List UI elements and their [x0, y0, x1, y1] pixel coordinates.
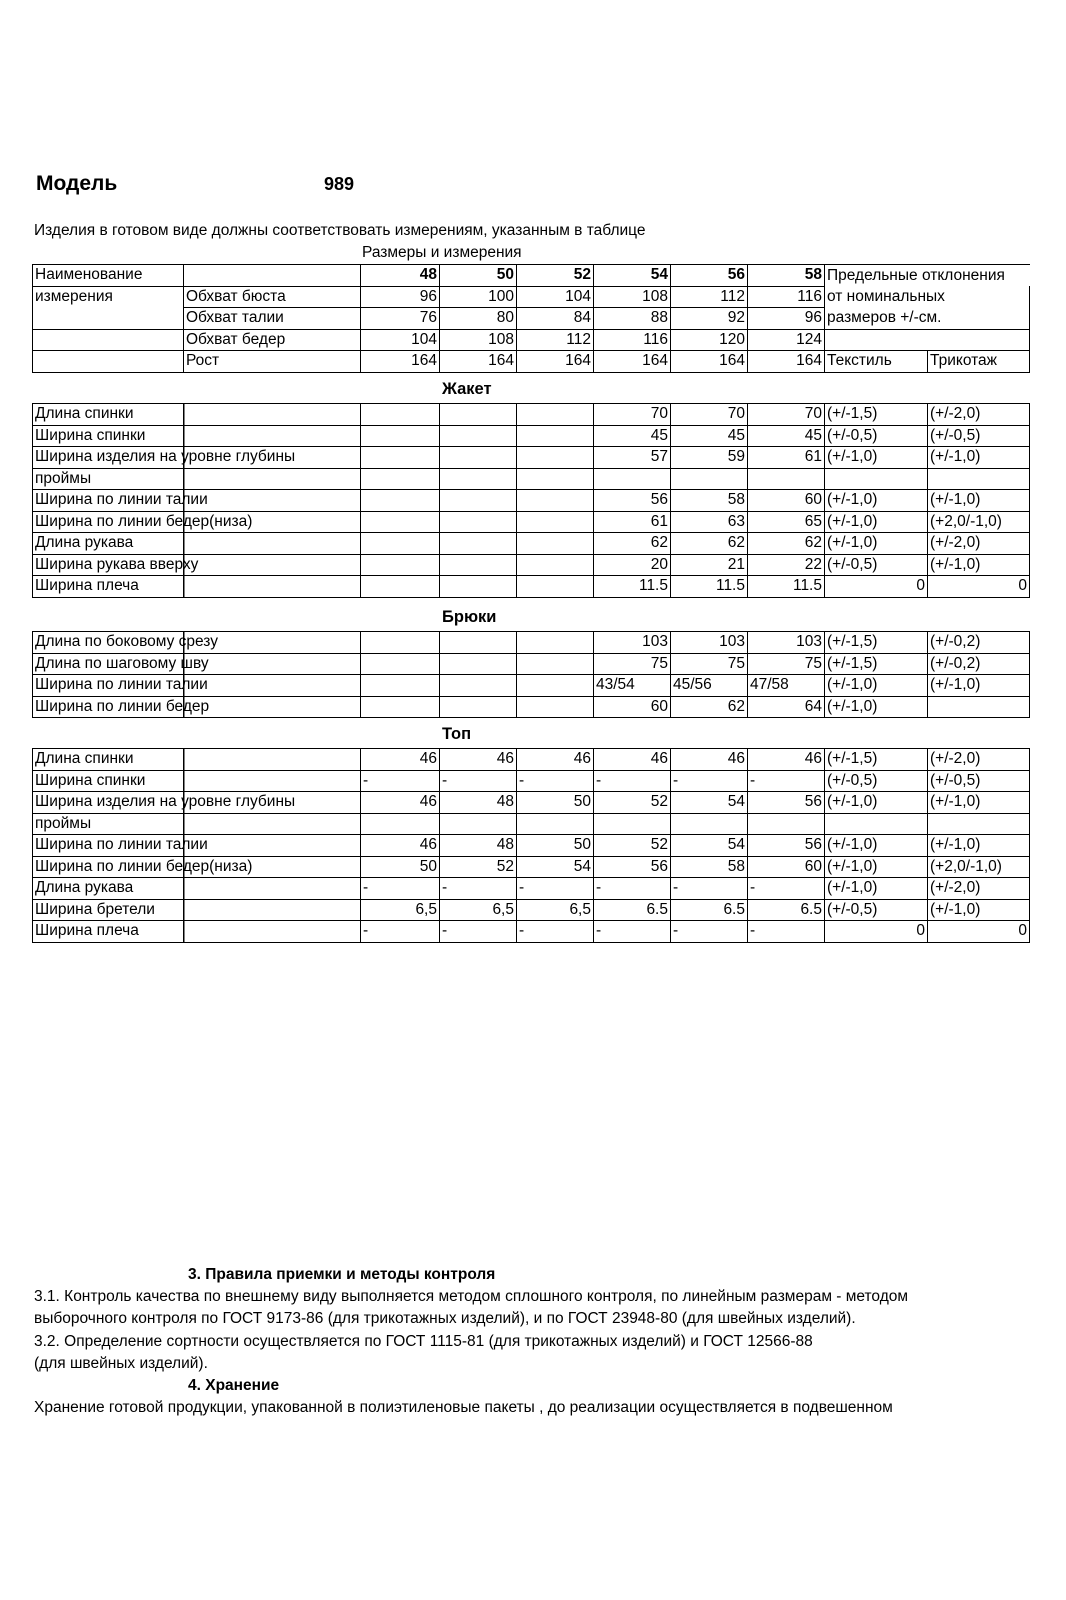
size-value-cell: 103 [594, 632, 671, 654]
size-value-cell [361, 404, 440, 426]
cell: 164 [361, 351, 440, 373]
size-value-cell: - [594, 921, 671, 943]
size-value-cell: 11.5 [671, 576, 748, 598]
size-value-cell: - [517, 921, 594, 943]
empty-cell [33, 308, 184, 330]
paragraph-3-2-line1: 3.2. Определение сортности осуществляется по ГОСТ 1115-81 (для трикотажных изделий) и ГОСТ 12566-88 [34, 1333, 813, 1350]
size-value-cell: 48 [440, 792, 517, 814]
size-value-cell: 52 [594, 835, 671, 857]
table-row [33, 878, 1030, 900]
size-value-cell: 58 [671, 490, 748, 512]
size-value-cell: 50 [517, 792, 594, 814]
deviation-header-cont: от номинальных [825, 286, 1030, 308]
size-value-cell: 45/56 [671, 675, 748, 697]
size-value-cell: 48 [440, 835, 517, 857]
size-value-cell: 46 [361, 835, 440, 857]
size-value-cell [440, 653, 517, 675]
size-value-cell: 56 [748, 792, 825, 814]
cell: 164 [440, 351, 517, 373]
textile-deviation: (+/-1,0) [825, 835, 928, 857]
textile-deviation: (+/-1,0) [825, 511, 928, 533]
knit-deviation: (+/-0,2) [928, 632, 1030, 654]
table-row [33, 511, 1030, 533]
paragraph-3-2-line2: (для швейных изделий). [34, 1355, 208, 1372]
measure-name: Длина спинки [33, 749, 361, 771]
textile-deviation: (+/-1,0) [825, 856, 928, 878]
size-value-cell: 46 [748, 749, 825, 771]
size-value-cell [440, 490, 517, 512]
name-label-cont: измерения [33, 286, 184, 308]
measure-name: Длина по боковому срезу [33, 632, 361, 654]
size-value-cell: 54 [671, 792, 748, 814]
cell: 164 [517, 351, 594, 373]
size-value-cell [440, 447, 517, 469]
deviation-header-cont: размеров +/-см. [825, 308, 1030, 330]
size-value-cell [594, 468, 671, 490]
size-value-cell [440, 511, 517, 533]
table-row [33, 856, 1030, 878]
size-value-cell [361, 675, 440, 697]
size-value-cell [517, 447, 594, 469]
textile-deviation: 0 [825, 576, 928, 598]
size-value-cell: 43/54 [594, 675, 671, 697]
cell: 104 [517, 286, 594, 308]
section-title-pants: Брюки [442, 608, 497, 626]
size-value-cell: 50 [517, 835, 594, 857]
size-value-cell: 75 [594, 653, 671, 675]
measure-name: Обхват бюста [184, 286, 361, 308]
cell: 92 [671, 308, 748, 330]
size-value-cell [748, 468, 825, 490]
size-value-cell [517, 576, 594, 598]
knit-deviation: (+/-1,0) [928, 447, 1030, 469]
measure-name: Ширина плеча [33, 921, 361, 943]
size-value-cell: - [361, 770, 440, 792]
size-value-cell: 6.5 [594, 899, 671, 921]
knit-deviation: (+/-0,2) [928, 653, 1030, 675]
table-row [33, 533, 1030, 555]
size-value-cell: - [671, 878, 748, 900]
size-value-cell: 46 [517, 749, 594, 771]
knit-deviation: (+/-1,0) [928, 675, 1030, 697]
size-value-cell [361, 554, 440, 576]
size-value-cell: - [594, 878, 671, 900]
model-label: Модель [36, 172, 118, 195]
cell: 104 [361, 329, 440, 351]
textile-col-label: Текстиль [825, 351, 928, 373]
size-value-cell [517, 511, 594, 533]
knit-deviation: (+/-1,0) [928, 554, 1030, 576]
size-value-cell [517, 653, 594, 675]
textile-deviation: (+/-1,0) [825, 696, 928, 718]
size-value-cell: 62 [748, 533, 825, 555]
size-header-table [32, 264, 1030, 373]
empty-cell [33, 351, 184, 373]
cell: 164 [594, 351, 671, 373]
empty-cell [184, 265, 361, 287]
table-row [33, 468, 1030, 490]
size-value-cell: 56 [594, 856, 671, 878]
measure-name: Ширина спинки [33, 425, 361, 447]
size-value-cell: 46 [361, 749, 440, 771]
textile-deviation: (+/-0,5) [825, 899, 928, 921]
size-value-cell: 46 [594, 749, 671, 771]
cell: 100 [440, 286, 517, 308]
pants-table [32, 631, 1030, 718]
paragraph-3-1-line2: выборочного контроля по ГОСТ 9173-86 (для трикотажных изделий), и по ГОСТ 23948-80 (для швейных изделий). [34, 1310, 856, 1327]
knit-deviation [928, 696, 1030, 718]
knit-deviation: (+/-1,0) [928, 899, 1030, 921]
table-row [33, 576, 1030, 598]
size-value-cell: - [748, 921, 825, 943]
knit-deviation: (+/-1,0) [928, 792, 1030, 814]
size-value-cell [361, 696, 440, 718]
size-48: 48 [361, 265, 440, 287]
model-number: 989 [324, 174, 355, 194]
size-value-cell [361, 813, 440, 835]
cell: 80 [440, 308, 517, 330]
size-value-cell [517, 468, 594, 490]
size-value-cell [440, 468, 517, 490]
size-value-cell: 70 [671, 404, 748, 426]
size-58: 58 [748, 265, 825, 287]
cell: 108 [440, 329, 517, 351]
size-value-cell [671, 813, 748, 835]
measure-name: Ширина бретели [33, 899, 361, 921]
empty-cell [825, 329, 1030, 351]
size-value-cell [440, 813, 517, 835]
textile-deviation: 0 [825, 921, 928, 943]
textile-deviation: (+/-1,0) [825, 878, 928, 900]
knit-deviation: 0 [928, 921, 1030, 943]
table-row [33, 653, 1030, 675]
measure-name: Ширина рукава вверху [33, 554, 361, 576]
measure-name: Ширина по линии бедер [33, 696, 361, 718]
header-row [33, 308, 1030, 330]
cell: 76 [361, 308, 440, 330]
size-value-cell: 6.5 [748, 899, 825, 921]
size-value-cell: 22 [748, 554, 825, 576]
size-value-cell [440, 696, 517, 718]
size-value-cell: - [361, 878, 440, 900]
size-value-cell: 45 [594, 425, 671, 447]
measure-name: Ширина изделия на уровне глубины [33, 792, 361, 814]
table-row [33, 696, 1030, 718]
size-value-cell: 62 [671, 533, 748, 555]
measure-name: Обхват талии [184, 308, 361, 330]
table-row [33, 835, 1030, 857]
table-row [33, 792, 1030, 814]
size-value-cell: 46 [671, 749, 748, 771]
knit-deviation: (+/-2,0) [928, 878, 1030, 900]
size-value-cell: 60 [748, 490, 825, 512]
measure-name: Ширина по линии талии [33, 490, 361, 512]
size-value-cell: 64 [748, 696, 825, 718]
size-value-cell: 70 [594, 404, 671, 426]
measure-name: проймы [33, 468, 361, 490]
cell: 116 [748, 286, 825, 308]
size-value-cell [440, 554, 517, 576]
textile-deviation: (+/-1,0) [825, 675, 928, 697]
size-value-cell: 56 [594, 490, 671, 512]
textile-deviation: (+/-0,5) [825, 770, 928, 792]
table-row [33, 770, 1030, 792]
cell: 88 [594, 308, 671, 330]
cell: 96 [361, 286, 440, 308]
size-value-cell [748, 813, 825, 835]
table-row [33, 447, 1030, 469]
knit-deviation: (+/-2,0) [928, 749, 1030, 771]
size-value-cell [440, 576, 517, 598]
size-value-cell [361, 468, 440, 490]
size-value-cell: 52 [440, 856, 517, 878]
size-value-cell [361, 653, 440, 675]
size-value-cell: 54 [671, 835, 748, 857]
size-value-cell: 54 [517, 856, 594, 878]
size-value-cell: 6.5 [671, 899, 748, 921]
header-row-sizes [33, 265, 1030, 287]
size-54: 54 [594, 265, 671, 287]
measure-name: проймы [33, 813, 361, 835]
header-row [33, 351, 1030, 373]
intro-text: Изделия в готовом виде должны соответствовать измерениям, указанным в таблице [34, 222, 646, 239]
knit-deviation: (+2,0/-1,0) [928, 856, 1030, 878]
size-value-cell [517, 632, 594, 654]
size-value-cell [517, 490, 594, 512]
cell: 164 [748, 351, 825, 373]
textile-deviation: (+/-1,0) [825, 447, 928, 469]
size-56: 56 [671, 265, 748, 287]
size-value-cell: 61 [748, 447, 825, 469]
size-value-cell [517, 696, 594, 718]
size-value-cell [594, 813, 671, 835]
measure-name: Длина рукава [33, 533, 361, 555]
size-value-cell [361, 490, 440, 512]
textile-deviation: (+/-1,5) [825, 749, 928, 771]
size-value-cell [517, 675, 594, 697]
size-value-cell: 6,5 [440, 899, 517, 921]
paragraph-3-1-line1: 3.1. Контроль качества по внешнему виду выполняется методом сплошного контроля, по линейным размерам - методом [34, 1288, 909, 1305]
textile-deviation: (+/-1,0) [825, 533, 928, 555]
size-value-cell: 52 [594, 792, 671, 814]
textile-deviation: (+/-1,5) [825, 632, 928, 654]
size-value-cell [361, 632, 440, 654]
textile-deviation: (+/-1,0) [825, 490, 928, 512]
size-value-cell: 60 [594, 696, 671, 718]
empty-cell [33, 329, 184, 351]
size-value-cell: 46 [361, 792, 440, 814]
header-row [33, 329, 1030, 351]
table-row [33, 899, 1030, 921]
size-value-cell: - [748, 770, 825, 792]
size-value-cell: - [517, 878, 594, 900]
paragraph-4-line1: Хранение готовой продукции, упакованной в полиэтиленовые пакеты , до реализации осуществляется в подвешенном [34, 1399, 893, 1416]
size-value-cell: 21 [671, 554, 748, 576]
table-row [33, 921, 1030, 943]
size-value-cell: 63 [671, 511, 748, 533]
size-value-cell [440, 533, 517, 555]
size-value-cell: - [517, 770, 594, 792]
cell: 164 [671, 351, 748, 373]
size-value-cell: 59 [671, 447, 748, 469]
size-value-cell: 65 [748, 511, 825, 533]
measure-name: Обхват бедер [184, 329, 361, 351]
size-value-cell: - [594, 770, 671, 792]
knit-deviation: (+/-0,5) [928, 770, 1030, 792]
size-value-cell: 11.5 [594, 576, 671, 598]
size-value-cell: 47/58 [748, 675, 825, 697]
size-value-cell: 103 [748, 632, 825, 654]
knit-deviation: (+2,0/-1,0) [928, 511, 1030, 533]
measure-name: Ширина плеча [33, 576, 361, 598]
size-value-cell: 62 [594, 533, 671, 555]
measure-name: Ширина по линии талии [33, 835, 361, 857]
knit-deviation: 0 [928, 576, 1030, 598]
knit-deviation: (+/-1,0) [928, 835, 1030, 857]
table-row [33, 632, 1030, 654]
size-value-cell: - [361, 921, 440, 943]
size-value-cell: 75 [748, 653, 825, 675]
size-value-cell [361, 533, 440, 555]
size-value-cell: - [671, 770, 748, 792]
measure-name: Ширина спинки [33, 770, 361, 792]
header-row [33, 286, 1030, 308]
textile-deviation [825, 813, 928, 835]
size-value-cell [440, 404, 517, 426]
size-value-cell: 6,5 [517, 899, 594, 921]
size-value-cell: - [671, 921, 748, 943]
size-value-cell: 60 [748, 856, 825, 878]
size-value-cell: - [748, 878, 825, 900]
section3-title: 3. Правила приемки и методы контроля [188, 1266, 496, 1283]
size-value-cell [361, 511, 440, 533]
size-value-cell: 11.5 [748, 576, 825, 598]
size-value-cell: 70 [748, 404, 825, 426]
size-value-cell: 46 [440, 749, 517, 771]
size-value-cell [440, 425, 517, 447]
deviation-header: Предельные отклонения [825, 265, 1030, 287]
knit-deviation [928, 813, 1030, 835]
table-row [33, 425, 1030, 447]
measure-name: Ширина по линии бедер(низа) [33, 856, 361, 878]
cell: 96 [748, 308, 825, 330]
size-50: 50 [440, 265, 517, 287]
textile-deviation [825, 468, 928, 490]
size-value-cell [671, 468, 748, 490]
size-value-cell [361, 447, 440, 469]
table-row [33, 749, 1030, 771]
size-value-cell [517, 813, 594, 835]
measure-name: Длина по шаговому шву [33, 653, 361, 675]
size-value-cell: 6,5 [361, 899, 440, 921]
cell: 124 [748, 329, 825, 351]
size-value-cell: 75 [671, 653, 748, 675]
textile-deviation: (+/-1,5) [825, 404, 928, 426]
size-value-cell [361, 425, 440, 447]
measure-name: Рост [184, 351, 361, 373]
table-row [33, 404, 1030, 426]
size-value-cell: 45 [671, 425, 748, 447]
table-row [33, 813, 1030, 835]
textile-deviation: (+/-0,5) [825, 425, 928, 447]
name-label: Наименование [33, 265, 184, 287]
table-caption: Размеры и измерения [362, 244, 522, 261]
measure-name: Ширина изделия на уровне глубины [33, 447, 361, 469]
cell: 112 [671, 286, 748, 308]
size-value-cell [440, 632, 517, 654]
knit-deviation: (+/-2,0) [928, 533, 1030, 555]
size-value-cell: 45 [748, 425, 825, 447]
textile-deviation: (+/-1,5) [825, 653, 928, 675]
size-value-cell: 61 [594, 511, 671, 533]
cell: 84 [517, 308, 594, 330]
size-value-cell: 103 [671, 632, 748, 654]
size-value-cell [517, 425, 594, 447]
table-row [33, 554, 1030, 576]
knit-col-label: Трикотаж [928, 351, 1030, 373]
section4-title: 4. Хранение [188, 1377, 280, 1394]
size-value-cell [361, 576, 440, 598]
textile-deviation: (+/-1,0) [825, 792, 928, 814]
knit-deviation: (+/-1,0) [928, 490, 1030, 512]
measure-name: Длина спинки [33, 404, 361, 426]
cell: 120 [671, 329, 748, 351]
size-value-cell: - [440, 921, 517, 943]
size-value-cell: 20 [594, 554, 671, 576]
table-row [33, 490, 1030, 512]
section-title-jacket: Жакет [442, 380, 492, 398]
cell: 112 [517, 329, 594, 351]
size-value-cell [517, 404, 594, 426]
size-value-cell [517, 533, 594, 555]
size-52: 52 [517, 265, 594, 287]
size-value-cell [517, 554, 594, 576]
size-value-cell: 56 [748, 835, 825, 857]
measure-name: Ширина по линии бедер(низа) [33, 511, 361, 533]
top-table [32, 748, 1030, 943]
cell: 108 [594, 286, 671, 308]
measure-name: Длина рукава [33, 878, 361, 900]
size-value-cell: - [440, 878, 517, 900]
textile-deviation: (+/-0,5) [825, 554, 928, 576]
knit-deviation [928, 468, 1030, 490]
size-value-cell: 62 [671, 696, 748, 718]
knit-deviation: (+/-2,0) [928, 404, 1030, 426]
size-value-cell: 58 [671, 856, 748, 878]
size-value-cell: 57 [594, 447, 671, 469]
knit-deviation: (+/-0,5) [928, 425, 1030, 447]
section-title-top: Топ [442, 725, 472, 743]
cell: 116 [594, 329, 671, 351]
table-row [33, 675, 1030, 697]
size-value-cell [440, 675, 517, 697]
size-value-cell: - [440, 770, 517, 792]
measure-name: Ширина по линии талии [33, 675, 361, 697]
jacket-table [32, 403, 1030, 598]
size-value-cell: 50 [361, 856, 440, 878]
